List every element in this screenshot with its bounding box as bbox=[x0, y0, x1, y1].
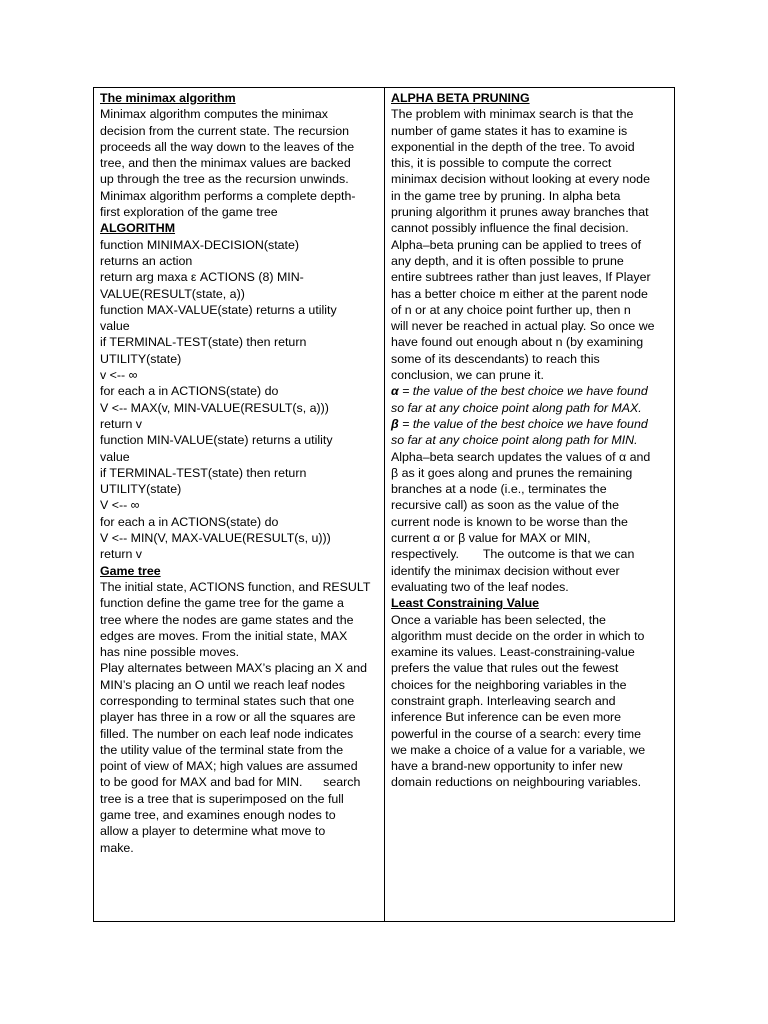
beta-definition-text-2: so far at any choice point along path for MIN. bbox=[391, 433, 638, 448]
text-line: The initial state, ACTIONS function, and RESULT bbox=[100, 579, 371, 594]
notes-table bbox=[93, 87, 675, 922]
text-line: VALUE(RESULT(state, a)) bbox=[100, 286, 245, 301]
text-line: we make a choice of a value for a variable, we bbox=[391, 742, 646, 757]
text-line: Minimax algorithm performs a complete depth- bbox=[100, 188, 356, 203]
text-line: the utility value of the terminal state from the bbox=[100, 742, 344, 757]
text-line: value bbox=[100, 449, 130, 464]
text-line: if TERMINAL-TEST(state) then return bbox=[100, 335, 307, 350]
text-line: V <-- MAX(v, MIN-VALUE(RESULT(s, a))) bbox=[100, 400, 329, 415]
text-line: powerful in the course of a search: every time bbox=[391, 726, 641, 741]
text-line: return arg maxa ε ACTIONS (8) MIN- bbox=[100, 270, 304, 285]
text-line: filled. The number on each leaf node indicates bbox=[100, 726, 354, 741]
beta-definition bbox=[391, 416, 668, 432]
text-line: edges are moves. From the initial state, MAX bbox=[100, 628, 348, 643]
minimax-heading: The minimax algorithm bbox=[100, 91, 236, 105]
text-line: pruning algorithm it prunes away branches that bbox=[391, 205, 649, 220]
alpha-definition-text-2: so far at any choice point along path for MAX. bbox=[391, 400, 642, 415]
text-line: UTILITY(state) bbox=[100, 482, 182, 497]
text-line: return v bbox=[100, 547, 143, 562]
text-line: point of view of MAX; high values are assumed bbox=[100, 759, 358, 774]
text-line: minimax decision without looking at every node bbox=[391, 172, 650, 187]
text-line: returns an action bbox=[100, 253, 193, 268]
text-line: first exploration of the game tree bbox=[100, 205, 278, 220]
alpha-beta-heading: ALPHA BETA PRUNING bbox=[391, 91, 530, 105]
text-line: function MINIMAX-DECISION(state) bbox=[100, 237, 299, 252]
text-line: Alpha–beta pruning can be applied to trees of bbox=[391, 237, 642, 252]
alpha-definition-text-1: = the value of the best choice we have found bbox=[398, 384, 648, 399]
text-line: player has three in a row or all the squares are bbox=[100, 710, 356, 725]
lcv-paragraph bbox=[391, 612, 668, 791]
text-line: tree where the nodes are game states and the bbox=[100, 612, 354, 627]
lcv-heading: Least Constraining Value bbox=[391, 596, 540, 611]
text-line: respectively. The outcome is that we can bbox=[391, 547, 635, 562]
text-line: UTILITY(state) bbox=[100, 351, 182, 366]
text-line: to be good for MAX and bad for MIN. search bbox=[100, 775, 361, 790]
alpha-beta-paragraph bbox=[391, 106, 668, 383]
beta-definition-text-1: = the value of the best choice we have found bbox=[398, 416, 648, 431]
text-line: in the game tree by pruning. In alpha beta bbox=[391, 188, 621, 203]
text-line: this, it is possible to compute the correct bbox=[391, 156, 612, 171]
text-line: The problem with minimax search is that the bbox=[391, 107, 634, 122]
text-line: has nine possible moves. bbox=[100, 645, 240, 660]
text-line: function define the game tree for the game a bbox=[100, 596, 344, 611]
alpha-symbol: α bbox=[391, 384, 399, 399]
algorithm-pseudocode bbox=[100, 237, 378, 563]
text-line: will never be reached in actual play. So once we bbox=[391, 319, 655, 334]
text-line: exponential in the depth of the tree. To avoid bbox=[391, 139, 635, 154]
text-line: MIN’s placing an O until we reach leaf nodes bbox=[100, 677, 345, 692]
game-tree-paragraph bbox=[100, 579, 378, 856]
text-line: have a brand-new opportunity to infer new bbox=[391, 759, 623, 774]
text-line: decision from the current state. The recursion bbox=[100, 123, 350, 138]
left-column bbox=[94, 88, 385, 921]
text-line: proceeds all the way down to the leaves of the bbox=[100, 139, 355, 154]
text-line: conclusion, we can prune it. bbox=[391, 368, 544, 383]
text-line: tree is a tree that is superimposed on the full bbox=[100, 791, 344, 806]
text-line: return v bbox=[100, 416, 143, 431]
text-line: Play alternates between MAX’s placing an X and bbox=[100, 661, 368, 676]
text-line: if TERMINAL-TEST(state) then return bbox=[100, 465, 307, 480]
text-line: entire subtrees rather than just leaves, If Player bbox=[391, 270, 651, 285]
text-line: for each a in ACTIONS(state) do bbox=[100, 514, 279, 529]
text-line: number of game states it has to examine is bbox=[391, 123, 628, 138]
text-line: β as it goes along and prunes the remaining bbox=[391, 465, 633, 480]
minimax-paragraph bbox=[100, 106, 378, 220]
text-line: some of its descendants) to reach this bbox=[391, 351, 600, 366]
text-line: inference But inference can be even more bbox=[391, 710, 622, 725]
text-line: domain reductions on neighbouring variables. bbox=[391, 775, 642, 790]
text-line: have found out enough about n (by examining bbox=[391, 335, 644, 350]
text-line: Once a variable has been selected, the bbox=[391, 612, 606, 627]
right-column bbox=[385, 88, 674, 921]
text-line: of n or at any choice point further up, then n bbox=[391, 302, 631, 317]
text-line: game tree, and examines enough nodes to bbox=[100, 808, 336, 823]
text-line: cannot possibly influence the final decision. bbox=[391, 221, 629, 236]
game-tree-heading: Game tree bbox=[100, 563, 161, 578]
text-line: has a better choice m either at the parent node bbox=[391, 286, 648, 301]
text-line: up through the tree as the recursion unwinds. bbox=[100, 172, 349, 187]
text-line: tree, and then the minimax values are backed bbox=[100, 156, 351, 171]
alpha-beta-update-paragraph bbox=[391, 449, 668, 596]
text-line: current node is known to be worse than the bbox=[391, 514, 628, 529]
algorithm-heading: ALGORITHM bbox=[100, 221, 176, 236]
text-line: for each a in ACTIONS(state) do bbox=[100, 384, 279, 399]
text-line: function MIN-VALUE(state) returns a utility bbox=[100, 433, 333, 448]
text-line: algorithm must decide on the order in which to bbox=[391, 628, 645, 643]
text-line: examine its values. Least-constraining-value bbox=[391, 645, 635, 660]
text-line: current α or β value for MAX or MIN, bbox=[391, 531, 591, 546]
text-line: V <-- ∞ bbox=[100, 498, 140, 513]
text-line: allow a player to determine what move to bbox=[100, 824, 326, 839]
text-line: Minimax algorithm computes the minimax bbox=[100, 107, 328, 122]
text-line: make. bbox=[100, 840, 134, 855]
text-line: branches at a node (i.e., terminates the bbox=[391, 482, 607, 497]
text-line: evaluating two of the leaf nodes. bbox=[391, 579, 569, 594]
text-line: function MAX-VALUE(state) returns a utility bbox=[100, 302, 337, 317]
text-line: V <-- MIN(V, MAX-VALUE(RESULT(s, u))) bbox=[100, 531, 331, 546]
text-line: Alpha–beta search updates the values of α and bbox=[391, 449, 651, 464]
beta-symbol: β bbox=[391, 416, 399, 431]
text-line: value bbox=[100, 319, 130, 334]
text-line: corresponding to terminal states such that one bbox=[100, 693, 355, 708]
text-line: prefers the value that rules out the fewest bbox=[391, 661, 619, 676]
text-line: v <-- ∞ bbox=[100, 368, 138, 383]
text-line: any depth, and it is often possible to prune bbox=[391, 253, 624, 268]
alpha-definition bbox=[391, 383, 668, 399]
text-line: identify the minimax decision without ever bbox=[391, 563, 620, 578]
text-line: recursive call) as soon as the value of the bbox=[391, 498, 619, 513]
text-line: choices for the neighboring variables in the bbox=[391, 677, 627, 692]
text-line: constraint graph. Interleaving search and bbox=[391, 693, 616, 708]
